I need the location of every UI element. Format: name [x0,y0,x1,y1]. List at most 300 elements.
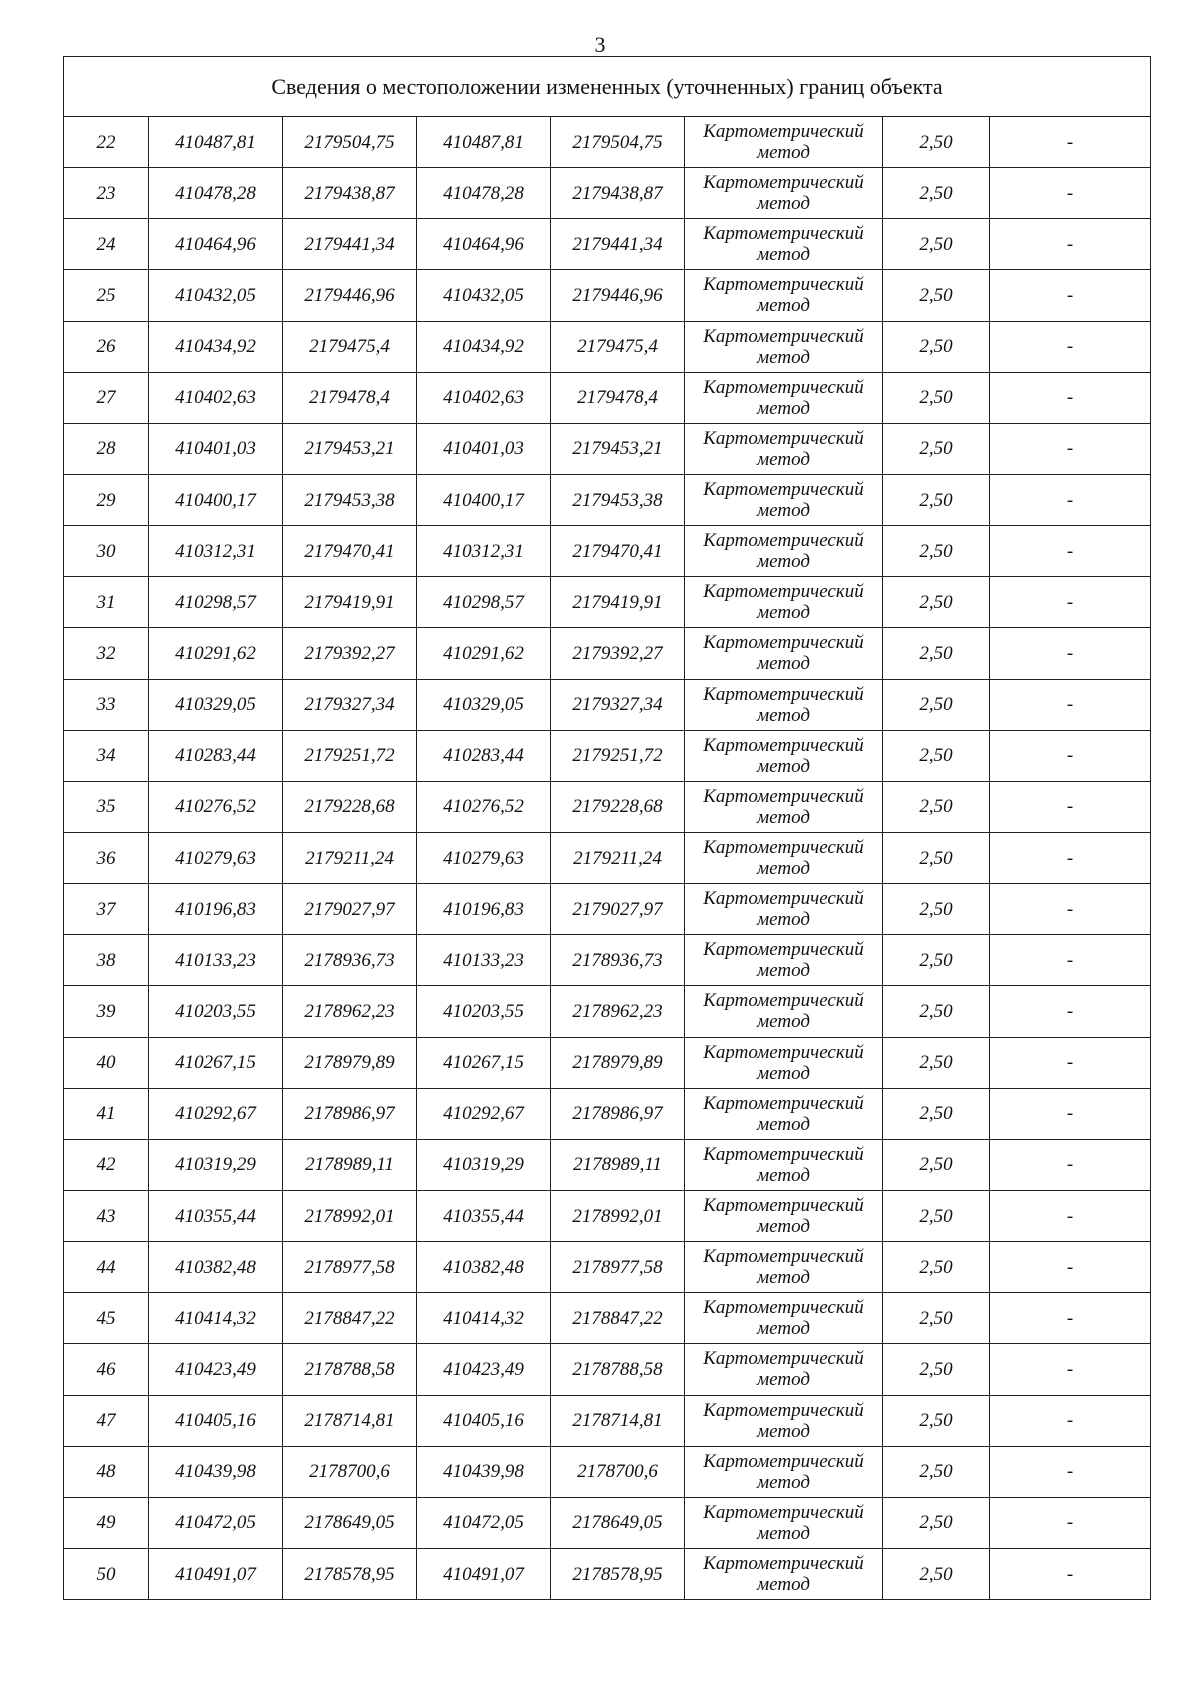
method-cell [685,577,883,628]
accuracy-cell: 2,50 [883,270,990,321]
note-cell: - [990,781,1151,832]
table-row [64,832,1151,883]
new-x-cell: 410276,52 [417,781,551,832]
existing-x-cell: 410203,55 [149,986,283,1037]
existing-x-cell: 410267,15 [149,1037,283,1088]
note-cell: - [990,117,1151,168]
accuracy-cell: 2,50 [883,986,990,1037]
new-y-cell: 2179211,24 [551,832,685,883]
table-title: Сведения о местоположении измененных (уточненных) границ объекта [64,57,1151,117]
accuracy-cell: 2,50 [883,423,990,474]
note-cell: - [990,1548,1151,1599]
method-line2: метод [757,1471,810,1493]
note-cell: - [990,1088,1151,1139]
method-cell [685,1242,883,1293]
note-cell: - [990,1037,1151,1088]
new-y-cell: 2179475,4 [551,321,685,372]
table-row [64,117,1151,168]
existing-x-cell: 410133,23 [149,935,283,986]
accuracy-cell: 2,50 [883,1139,990,1190]
note-cell: - [990,321,1151,372]
new-x-cell: 410487,81 [417,117,551,168]
new-x-cell: 410400,17 [417,474,551,525]
new-y-cell: 2178578,95 [551,1548,685,1599]
method-line1: Картометрический [703,888,864,910]
point-number-cell: 34 [64,730,149,781]
new-y-cell: 2179446,96 [551,270,685,321]
point-number-cell: 35 [64,781,149,832]
existing-y-cell: 2178977,58 [283,1242,417,1293]
new-y-cell: 2178936,73 [551,935,685,986]
existing-y-cell: 2179446,96 [283,270,417,321]
existing-y-cell: 2178962,23 [283,986,417,1037]
existing-x-cell: 410401,03 [149,423,283,474]
new-y-cell: 2178977,58 [551,1242,685,1293]
point-number-cell: 28 [64,423,149,474]
note-cell: - [990,219,1151,270]
new-x-cell: 410279,63 [417,832,551,883]
new-x-cell: 410405,16 [417,1395,551,1446]
existing-y-cell: 2179419,91 [283,577,417,628]
accuracy-cell: 2,50 [883,1395,990,1446]
new-x-cell: 410292,67 [417,1088,551,1139]
new-y-cell: 2179228,68 [551,781,685,832]
existing-y-cell: 2179453,21 [283,423,417,474]
point-number-cell: 50 [64,1548,149,1599]
existing-x-cell: 410292,67 [149,1088,283,1139]
point-number-cell: 27 [64,372,149,423]
method-line1: Картометрический [703,479,864,501]
existing-y-cell: 2178979,89 [283,1037,417,1088]
method-cell [685,1446,883,1497]
method-cell [685,1395,883,1446]
new-x-cell: 410312,31 [417,526,551,577]
new-y-cell: 2178992,01 [551,1190,685,1241]
method-line1: Картометрический [703,1450,864,1472]
note-cell: - [990,270,1151,321]
table-title-row [64,57,1151,117]
point-number-cell: 24 [64,219,149,270]
new-x-cell: 410267,15 [417,1037,551,1088]
method-cell [685,1548,883,1599]
existing-y-cell: 2178847,22 [283,1293,417,1344]
method-line2: метод [757,295,810,317]
new-x-cell: 410291,62 [417,628,551,679]
table-row [64,628,1151,679]
note-cell: - [990,372,1151,423]
accuracy-cell: 2,50 [883,935,990,986]
method-line2: метод [757,1062,810,1084]
table-row [64,1548,1151,1599]
existing-y-cell: 2179251,72 [283,730,417,781]
table-row [64,219,1151,270]
accuracy-cell: 2,50 [883,372,990,423]
existing-x-cell: 410298,57 [149,577,283,628]
note-cell: - [990,628,1151,679]
new-y-cell: 2179251,72 [551,730,685,781]
accuracy-cell: 2,50 [883,474,990,525]
existing-y-cell: 2179475,4 [283,321,417,372]
accuracy-cell: 2,50 [883,1446,990,1497]
method-cell [685,1344,883,1395]
method-line2: метод [757,551,810,573]
point-number-cell: 22 [64,117,149,168]
existing-y-cell: 2178714,81 [283,1395,417,1446]
accuracy-cell: 2,50 [883,321,990,372]
existing-x-cell: 410283,44 [149,730,283,781]
method-cell [685,372,883,423]
method-line2: метод [757,602,810,624]
method-line1: Картометрический [703,172,864,194]
new-x-cell: 410432,05 [417,270,551,321]
table-row [64,1139,1151,1190]
table-row [64,372,1151,423]
existing-x-cell: 410319,29 [149,1139,283,1190]
method-line1: Картометрический [703,530,864,552]
table-row [64,1037,1151,1088]
method-cell [685,423,883,474]
point-number-cell: 25 [64,270,149,321]
existing-x-cell: 410276,52 [149,781,283,832]
new-y-cell: 2179453,38 [551,474,685,525]
method-line1: Картометрический [703,1297,864,1319]
new-x-cell: 410283,44 [417,730,551,781]
method-line2: метод [757,1113,810,1135]
method-cell [685,321,883,372]
method-cell [685,884,883,935]
method-cell [685,730,883,781]
method-line1: Картометрический [703,121,864,143]
table-row [64,935,1151,986]
method-line2: метод [757,858,810,880]
table-row [64,423,1151,474]
method-cell [685,628,883,679]
existing-x-cell: 410439,98 [149,1446,283,1497]
method-line1: Картометрический [703,1348,864,1370]
existing-y-cell: 2179438,87 [283,168,417,219]
table-row [64,986,1151,1037]
new-y-cell: 2178847,22 [551,1293,685,1344]
note-cell: - [990,1242,1151,1293]
method-line2: метод [757,960,810,982]
method-line1: Картометрический [703,427,864,449]
existing-y-cell: 2179392,27 [283,628,417,679]
method-line1: Картометрический [703,1553,864,1574]
existing-y-cell: 2179504,75 [283,117,417,168]
method-cell [685,1190,883,1241]
table-row [64,1190,1151,1241]
new-x-cell: 410439,98 [417,1446,551,1497]
table-row [64,474,1151,525]
table-row [64,526,1151,577]
new-x-cell: 410423,49 [417,1344,551,1395]
method-cell [685,935,883,986]
new-y-cell: 2179470,41 [551,526,685,577]
method-line2: метод [757,1318,810,1340]
method-line2: метод [757,244,810,266]
accuracy-cell: 2,50 [883,1344,990,1395]
table-row [64,270,1151,321]
new-x-cell: 410382,48 [417,1242,551,1293]
point-number-cell: 42 [64,1139,149,1190]
method-cell [685,986,883,1037]
new-x-cell: 410203,55 [417,986,551,1037]
new-x-cell: 410472,05 [417,1497,551,1548]
point-number-cell: 48 [64,1446,149,1497]
method-cell [685,1293,883,1344]
note-cell: - [990,832,1151,883]
existing-y-cell: 2179441,34 [283,219,417,270]
note-cell: - [990,1497,1151,1548]
accuracy-cell: 2,50 [883,832,990,883]
note-cell: - [990,474,1151,525]
note-cell: - [990,1190,1151,1241]
note-cell: - [990,526,1151,577]
new-x-cell: 410478,28 [417,168,551,219]
note-cell: - [990,884,1151,935]
point-number-cell: 44 [64,1242,149,1293]
method-line1: Картометрический [703,274,864,296]
method-line2: метод [757,704,810,726]
point-number-cell: 36 [64,832,149,883]
accuracy-cell: 2,50 [883,1548,990,1599]
existing-x-cell: 410405,16 [149,1395,283,1446]
table-body [64,57,1151,1600]
new-y-cell: 2178788,58 [551,1344,685,1395]
point-number-cell: 40 [64,1037,149,1088]
method-line1: Картометрический [703,632,864,654]
method-line2: метод [757,397,810,419]
new-x-cell: 410414,32 [417,1293,551,1344]
point-number-cell: 33 [64,679,149,730]
note-cell: - [990,1344,1151,1395]
existing-x-cell: 410432,05 [149,270,283,321]
method-line2: метод [757,1267,810,1289]
method-line2: метод [757,142,810,164]
method-line1: Картометрический [703,683,864,705]
method-line1: Картометрический [703,376,864,398]
existing-y-cell: 2178578,95 [283,1548,417,1599]
existing-x-cell: 410472,05 [149,1497,283,1548]
existing-y-cell: 2178788,58 [283,1344,417,1395]
method-line1: Картометрический [703,785,864,807]
new-y-cell: 2179504,75 [551,117,685,168]
table-row [64,1497,1151,1548]
method-line2: метод [757,1216,810,1238]
accuracy-cell: 2,50 [883,1242,990,1293]
accuracy-cell: 2,50 [883,1497,990,1548]
point-number-cell: 29 [64,474,149,525]
method-line2: метод [757,346,810,368]
point-number-cell: 30 [64,526,149,577]
existing-x-cell: 410402,63 [149,372,283,423]
new-y-cell: 2178962,23 [551,986,685,1037]
new-x-cell: 410298,57 [417,577,551,628]
existing-x-cell: 410312,31 [149,526,283,577]
accuracy-cell: 2,50 [883,1088,990,1139]
accuracy-cell: 2,50 [883,117,990,168]
note-cell: - [990,423,1151,474]
note-cell: - [990,935,1151,986]
new-y-cell: 2179441,34 [551,219,685,270]
existing-y-cell: 2178992,01 [283,1190,417,1241]
method-line2: метод [757,1522,810,1544]
method-line2: метод [757,1369,810,1391]
existing-x-cell: 410414,32 [149,1293,283,1344]
method-line1: Картометрический [703,1092,864,1114]
existing-y-cell: 2178936,73 [283,935,417,986]
new-y-cell: 2178649,05 [551,1497,685,1548]
existing-x-cell: 410464,96 [149,219,283,270]
new-x-cell: 410133,23 [417,935,551,986]
method-cell [685,781,883,832]
existing-y-cell: 2178700,6 [283,1446,417,1497]
existing-x-cell: 410196,83 [149,884,283,935]
existing-x-cell: 410279,63 [149,832,283,883]
note-cell: - [990,1395,1151,1446]
method-line2: метод [757,806,810,828]
note-cell: - [990,730,1151,781]
method-line1: Картометрический [703,939,864,961]
new-x-cell: 410355,44 [417,1190,551,1241]
table-row [64,1446,1151,1497]
method-line2: метод [757,1420,810,1442]
accuracy-cell: 2,50 [883,730,990,781]
new-x-cell: 410401,03 [417,423,551,474]
existing-y-cell: 2179211,24 [283,832,417,883]
method-line1: Картометрический [703,734,864,756]
point-number-cell: 41 [64,1088,149,1139]
note-cell: - [990,577,1151,628]
accuracy-cell: 2,50 [883,884,990,935]
new-y-cell: 2179419,91 [551,577,685,628]
existing-x-cell: 410382,48 [149,1242,283,1293]
existing-x-cell: 410400,17 [149,474,283,525]
new-x-cell: 410319,29 [417,1139,551,1190]
method-cell [685,526,883,577]
note-cell: - [990,1446,1151,1497]
note-cell: - [990,1139,1151,1190]
method-cell [685,168,883,219]
new-y-cell: 2179027,97 [551,884,685,935]
method-line2: метод [757,755,810,777]
new-y-cell: 2178700,6 [551,1446,685,1497]
method-cell [685,1088,883,1139]
method-line1: Картометрический [703,1143,864,1165]
new-y-cell: 2179478,4 [551,372,685,423]
method-line2: метод [757,500,810,522]
method-line1: Картометрический [703,1399,864,1421]
method-line1: Картометрический [703,837,864,859]
table-row [64,321,1151,372]
existing-y-cell: 2178989,11 [283,1139,417,1190]
point-number-cell: 37 [64,884,149,935]
accuracy-cell: 2,50 [883,219,990,270]
new-x-cell: 410434,92 [417,321,551,372]
existing-x-cell: 410329,05 [149,679,283,730]
method-line1: Картометрический [703,581,864,603]
method-cell [685,1139,883,1190]
accuracy-cell: 2,50 [883,168,990,219]
accuracy-cell: 2,50 [883,628,990,679]
point-number-cell: 39 [64,986,149,1037]
point-number-cell: 31 [64,577,149,628]
method-line2: метод [757,448,810,470]
method-line1: Картометрический [703,325,864,347]
new-y-cell: 2178979,89 [551,1037,685,1088]
existing-y-cell: 2179027,97 [283,884,417,935]
table-row [64,577,1151,628]
new-y-cell: 2178986,97 [551,1088,685,1139]
method-line1: Картометрический [703,223,864,245]
method-cell [685,219,883,270]
new-x-cell: 410491,07 [417,1548,551,1599]
new-y-cell: 2179438,87 [551,168,685,219]
table-row [64,1293,1151,1344]
existing-x-cell: 410487,81 [149,117,283,168]
new-y-cell: 2178714,81 [551,1395,685,1446]
existing-x-cell: 410291,62 [149,628,283,679]
method-cell [685,474,883,525]
table-row [64,168,1151,219]
point-number-cell: 43 [64,1190,149,1241]
page-number: 3 [594,32,606,57]
method-cell [685,1037,883,1088]
existing-y-cell: 2178986,97 [283,1088,417,1139]
coordinates-table [63,56,1151,1600]
note-cell: - [990,1293,1151,1344]
accuracy-cell: 2,50 [883,1037,990,1088]
existing-y-cell: 2179470,41 [283,526,417,577]
point-number-cell: 47 [64,1395,149,1446]
method-line1: Картометрический [703,1246,864,1268]
new-y-cell: 2178989,11 [551,1139,685,1190]
method-cell [685,1497,883,1548]
note-cell: - [990,679,1151,730]
table-row [64,781,1151,832]
method-line2: метод [757,653,810,675]
new-x-cell: 410402,63 [417,372,551,423]
note-cell: - [990,168,1151,219]
point-number-cell: 45 [64,1293,149,1344]
accuracy-cell: 2,50 [883,526,990,577]
existing-y-cell: 2179327,34 [283,679,417,730]
note-cell: - [990,986,1151,1037]
table-row [64,1344,1151,1395]
existing-y-cell: 2178649,05 [283,1497,417,1548]
existing-x-cell: 410355,44 [149,1190,283,1241]
method-line2: метод [757,1011,810,1033]
method-line2: метод [757,1574,810,1595]
point-number-cell: 38 [64,935,149,986]
method-line1: Картометрический [703,1195,864,1217]
existing-x-cell: 410434,92 [149,321,283,372]
method-cell [685,270,883,321]
new-x-cell: 410196,83 [417,884,551,935]
table-row [64,884,1151,935]
table-row [64,730,1151,781]
accuracy-cell: 2,50 [883,679,990,730]
point-number-cell: 23 [64,168,149,219]
accuracy-cell: 2,50 [883,1190,990,1241]
point-number-cell: 32 [64,628,149,679]
method-line2: метод [757,193,810,215]
new-y-cell: 2179453,21 [551,423,685,474]
existing-y-cell: 2179453,38 [283,474,417,525]
new-x-cell: 410464,96 [417,219,551,270]
method-cell [685,679,883,730]
method-line1: Картометрический [703,1041,864,1063]
